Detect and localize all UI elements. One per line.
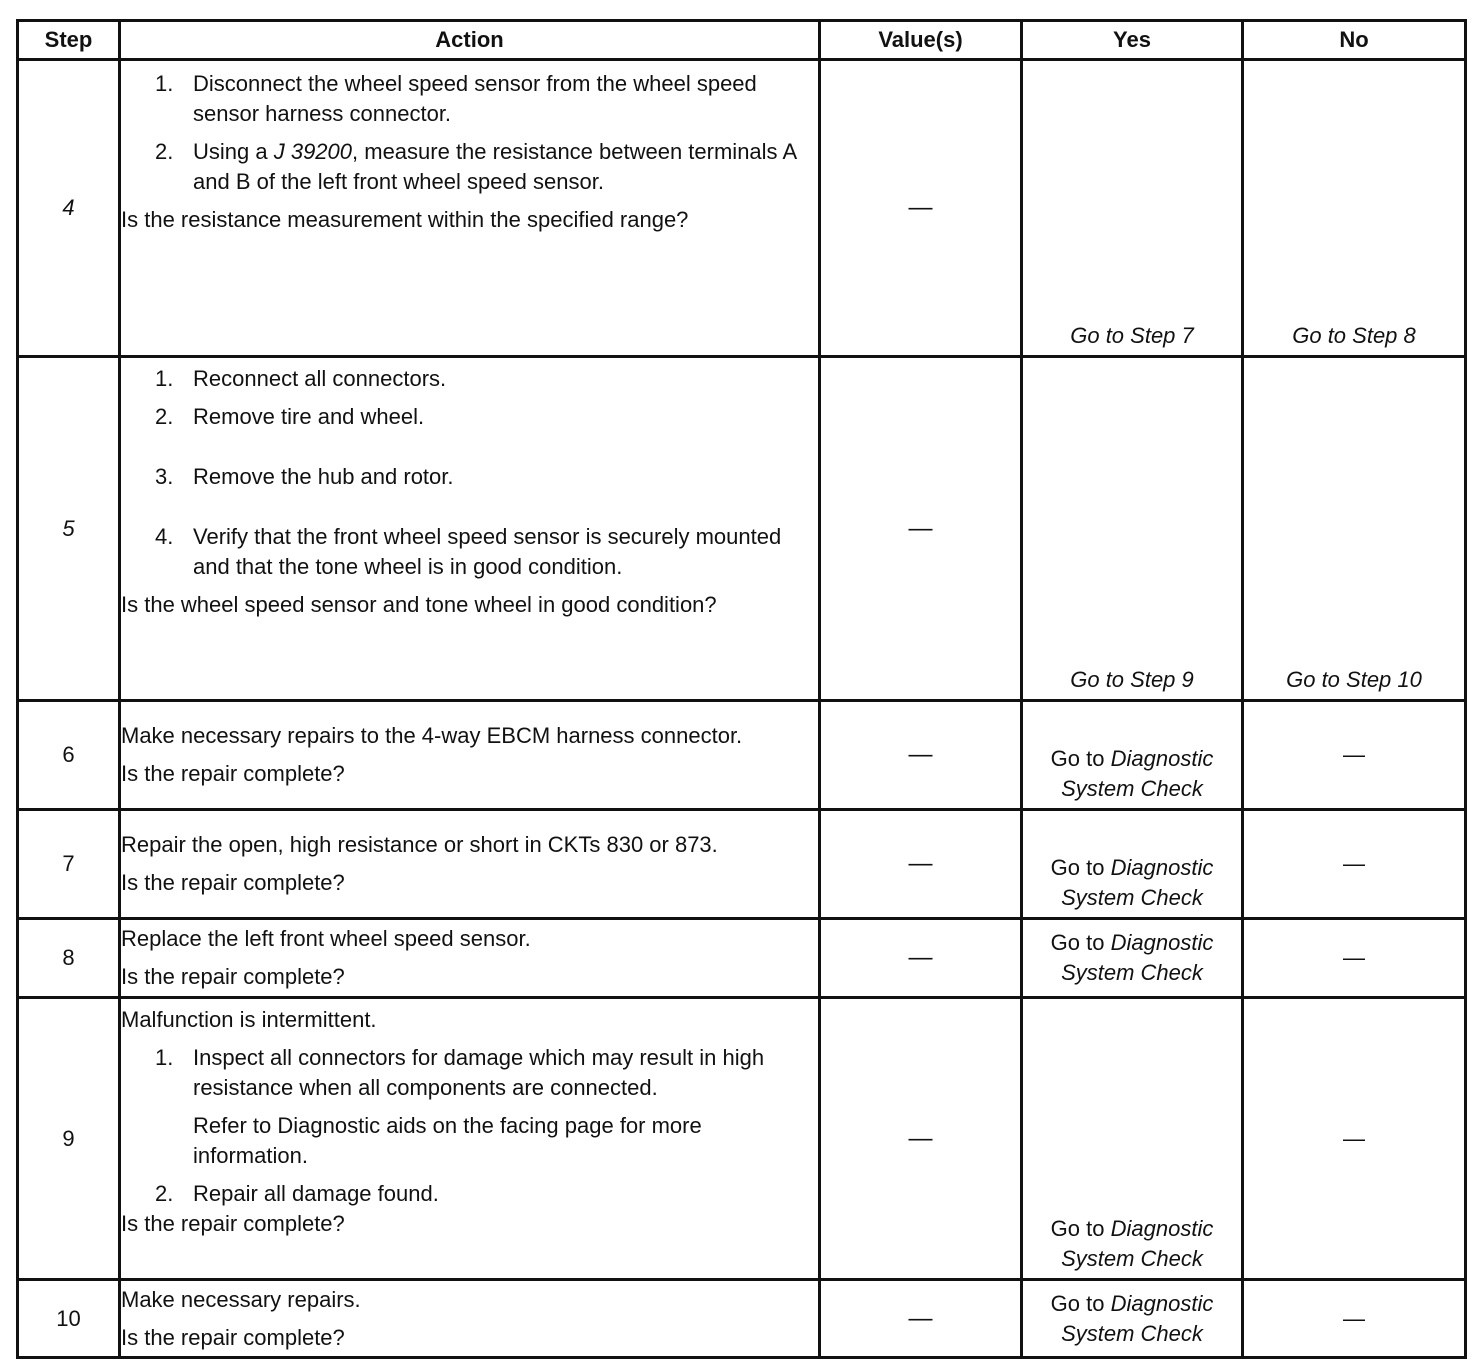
list-item: 1. Reconnect all connectors. [155, 366, 447, 391]
yes-link[interactable]: Go to Diagnostic System Check [1022, 1280, 1243, 1358]
no-link[interactable]: Go to Step 10 [1243, 357, 1466, 701]
header-no: No [1243, 21, 1466, 60]
action-cell [120, 810, 820, 919]
table-row-step-8 [18, 919, 1466, 998]
value-cell: — [820, 998, 1022, 1280]
list-item: 4. Verify that the front wheel speed sensor is securely mounted and that the tone wheel is in good condition. [155, 524, 782, 579]
list-item: 2. Using a J 39200, measure the resistance between terminals A and B of the left front wheel speed sensor. [155, 139, 796, 194]
question-text: Is the repair complete? [121, 870, 345, 895]
value-cell: — [820, 1280, 1022, 1358]
tool-name: J 39200 [273, 139, 353, 164]
action-text: Make necessary repairs. [121, 1286, 361, 1312]
yes-link[interactable]: Go to Diagnostic System Check [1022, 810, 1243, 919]
action-cell [120, 1280, 820, 1358]
action-intro: Malfunction is intermittent. [121, 1007, 377, 1032]
list-item-note: Refer to Diagnostic aids on the facing page for more information. [193, 1113, 702, 1168]
header-values: Value(s) [820, 21, 1022, 60]
no-value: — [1243, 701, 1466, 810]
value-cell: — [820, 701, 1022, 810]
action-cell [120, 357, 820, 701]
step-number: 6 [18, 701, 120, 810]
question-text: Is the repair complete? [121, 1211, 345, 1236]
question-text: Is the repair complete? [121, 964, 345, 989]
list-item: 2. Repair all damage found. [155, 1181, 439, 1206]
header-step: Step [18, 21, 120, 60]
value-cell: — [820, 60, 1022, 357]
yes-link[interactable]: Go to Diagnostic System Check [1022, 919, 1243, 998]
value-cell: — [820, 919, 1022, 998]
list-item: 1. Disconnect the wheel speed sensor from the wheel speed sensor harness connector. [155, 71, 757, 126]
header-action: Action [120, 21, 820, 60]
no-value: — [1243, 810, 1466, 919]
step-number: 4 [18, 60, 120, 357]
yes-link[interactable]: Go to Diagnostic System Check [1022, 998, 1243, 1280]
value-cell: — [820, 810, 1022, 919]
table-row-step-10 [18, 1280, 1466, 1358]
question-text: Is the wheel speed sensor and tone wheel in good condition? [121, 592, 717, 617]
list-item: 1. Inspect all connectors for damage which may result in high resistance when all components are connected. Refer to Diagnostic aids on the facing page for more information. [121, 1043, 818, 1171]
no-value: — [1243, 1280, 1466, 1358]
action-cell [120, 919, 820, 998]
step-number: 10 [18, 1280, 120, 1358]
action-cell [120, 998, 820, 1280]
question-text: Is the repair complete? [121, 761, 345, 786]
no-value: — [1243, 919, 1466, 998]
list-item: 3. Remove the hub and rotor. [155, 464, 454, 489]
action-cell [120, 60, 820, 357]
table-row-step-6 [18, 701, 1466, 810]
action-text: Make necessary repairs to the 4-way EBCM harness connector. [121, 723, 743, 748]
yes-link[interactable]: Go to Diagnostic System Check [1022, 701, 1243, 810]
table-row-step-4 [18, 60, 1466, 357]
list-item: 2. Remove tire and wheel. [155, 404, 425, 429]
step-number: 5 [18, 357, 120, 701]
step-number: 9 [18, 998, 120, 1280]
table-row-step-5 [18, 357, 1466, 701]
action-text: Repair the open, high resistance or short in CKTs 830 or 873. [121, 832, 718, 857]
diagnostic-table [16, 19, 1467, 1359]
question-text: Is the resistance measurement within the specified range? [121, 207, 689, 232]
yes-link[interactable]: Go to Step 7 [1022, 60, 1243, 357]
header-yes: Yes [1022, 21, 1243, 60]
step-number: 8 [18, 919, 120, 998]
no-link[interactable]: Go to Step 8 [1243, 60, 1466, 357]
step-number: 7 [18, 810, 120, 919]
header-row [18, 21, 1466, 60]
table-row-step-7 [18, 810, 1466, 919]
action-cell [120, 701, 820, 810]
no-value: — [1243, 998, 1466, 1280]
action-text: Replace the left front wheel speed sensor. [121, 926, 531, 951]
question-text: Is the repair complete? [121, 1324, 345, 1350]
table-row-step-9 [18, 998, 1466, 1280]
value-cell: — [820, 357, 1022, 701]
yes-link[interactable]: Go to Step 9 [1022, 357, 1243, 701]
